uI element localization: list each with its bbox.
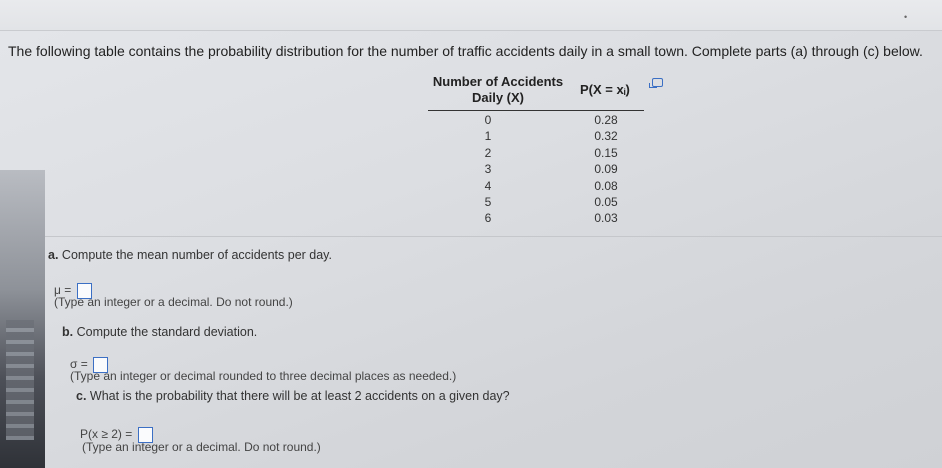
cursor-mark: •	[904, 12, 908, 22]
cell-probability: 0.03	[594, 211, 618, 226]
mu-symbol: μ =	[54, 283, 72, 298]
cell-x: 4	[484, 178, 492, 193]
table-row	[428, 162, 644, 178]
cell-x: 1	[484, 129, 492, 144]
cell-probability: 0.28	[594, 113, 618, 127]
question-a-letter: a.	[48, 248, 59, 262]
cell-x: 5	[484, 194, 492, 209]
distribution-table	[428, 74, 644, 228]
question-a-text: Compute the mean number of accidents per day.	[61, 248, 332, 262]
cell-x: 2	[484, 145, 492, 160]
header-probability: P(X = xᵢ)	[580, 82, 630, 97]
hint-c: (Type an integer or a decimal. Do not round.)	[82, 440, 321, 454]
question-c-letter: c.	[76, 389, 87, 403]
cell-probability: 0.09	[594, 162, 618, 177]
table-body	[428, 113, 644, 228]
hint-b: (Type an integer or decimal rounded to three decimal places as needed.)	[70, 369, 457, 383]
table-row	[428, 113, 644, 129]
header-x-line1: Number of Accidents	[432, 74, 564, 89]
question-b-letter: b.	[62, 325, 74, 339]
question-b	[62, 325, 257, 339]
problem-intro: The following table contains the probability distribution for the number of traffic accidents daily in a small town. Complete parts (a) through (c) below.	[8, 43, 923, 59]
table-row	[428, 179, 644, 195]
background-photo-edge	[0, 170, 45, 468]
table-row	[428, 211, 644, 227]
cell-x: 6	[484, 211, 492, 226]
hint-a: (Type an integer or a decimal. Do not round.)	[54, 295, 293, 309]
header-x-line2: Daily (X)	[471, 90, 524, 105]
table-row	[428, 146, 644, 162]
question-c	[76, 389, 510, 403]
sigma-symbol: σ =	[70, 357, 88, 372]
cell-probability: 0.08	[594, 178, 618, 193]
table-header	[428, 74, 644, 111]
cell-x: 0	[484, 113, 492, 127]
cell-x: 3	[484, 162, 492, 177]
table-row	[428, 195, 644, 211]
cell-probability: 0.15	[594, 145, 618, 160]
header-x	[428, 74, 568, 106]
top-strip	[0, 0, 942, 30]
cell-probability: 0.32	[594, 129, 618, 144]
question-b-text: Compute the standard deviation.	[76, 325, 258, 339]
question-c-text: What is the probability that there will be at least 2 accidents on a given day?	[89, 389, 510, 403]
probability-symbol: P(x ≥ 2) =	[80, 427, 133, 442]
table-row	[428, 129, 644, 145]
cell-probability: 0.05	[594, 194, 618, 209]
question-a	[48, 248, 332, 262]
section-divider	[45, 236, 942, 237]
page-edge	[0, 30, 942, 31]
copy-icon[interactable]	[652, 78, 663, 87]
